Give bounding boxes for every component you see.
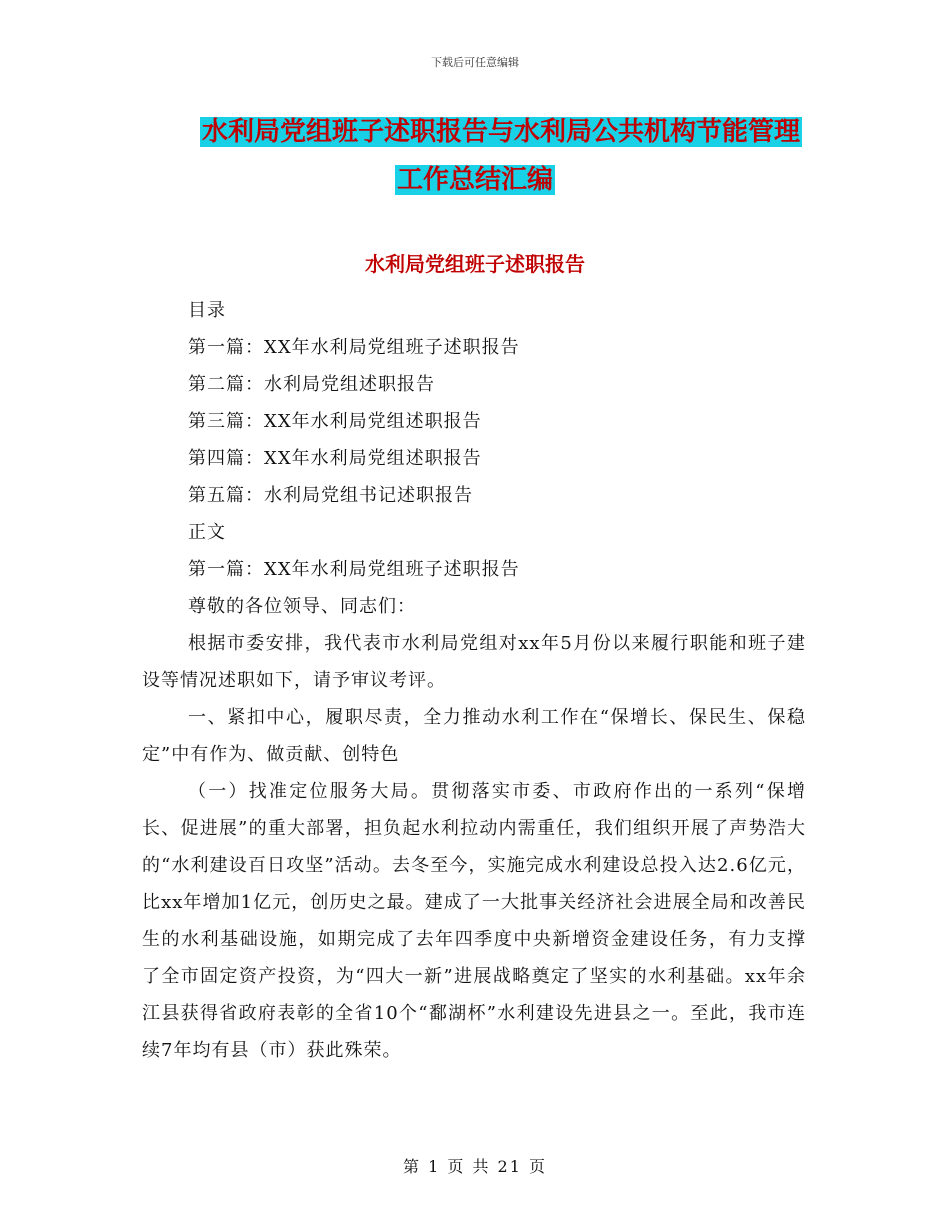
section-title: 水利局党组班子述职报告 (365, 252, 585, 276)
paragraph: 一、紧扣中心，履职尽责，全力推动水利工作在“保增长、保民生、保稳定”中有作为、做贡献、创特色 (142, 707, 806, 765)
toc-item: 第五篇：水利局党组书记述职报告 (188, 485, 473, 506)
paragraph: （一）找准定位服务大局。贯彻落实市委、市政府作出的一系列“保增长、促进展”的重大部署，担负起水利拉动内需重任，我们组织开展了声势浩大的“水利建设百日攻坚”活动。去冬至今，实施完成水利建设总投入达2.6亿元，比xx年增加1亿元，创历史之最。建成了一大批事关经济社会进展全局和改善民生的水利基础设施，如期完成了去年四季度中央新增资金建设任务，有力支撑了全市固定资产投资，为“四大一新”进展战略奠定了坚实的水利基础。xx年余江县获得省政府表彰的全省10个“鄱湖杯”水利建设先进县之一。至此，我市连续7年均有县（市）获此殊荣。 (142, 781, 806, 1061)
paragraph: 根据市委安排，我代表市水利局党组对xx年5月份以来履行职能和班子建设等情况述职如下，请予审议考评。 (142, 633, 806, 691)
salutation: 尊敬的各位领导、同志们： (188, 596, 416, 617)
title-line-2: 工作总结汇编 (396, 165, 553, 195)
toc-item: 第四篇：XX年水利局党组述职报告 (188, 448, 482, 469)
page-footer: 第 1 页 共 21 页 (403, 1157, 547, 1176)
title-line-1: 水利局党组班子述职报告与水利局公共机构节能管理 (201, 117, 800, 147)
toc-item: 第三篇：XX年水利局党组述职报告 (188, 411, 482, 432)
toc-item: 第二篇：水利局党组述职报告 (188, 374, 435, 395)
body-heading: 正文 (188, 522, 226, 543)
toc-item: 第一篇：XX年水利局党组班子述职报告 (188, 337, 520, 358)
document-body (142, 292, 806, 1069)
toc-heading: 目录 (188, 300, 226, 321)
document-title (0, 110, 950, 206)
header-note: 下载后可任意编辑 (431, 56, 519, 69)
chapter-heading: 第一篇：XX年水利局党组班子述职报告 (188, 559, 520, 580)
